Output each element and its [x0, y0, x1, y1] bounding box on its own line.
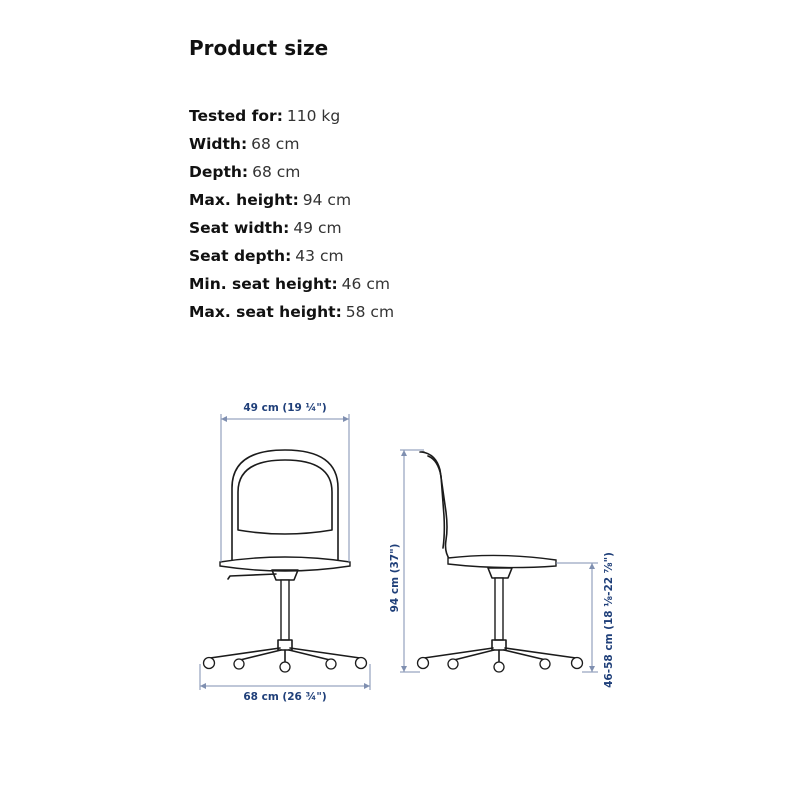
- spec-label: Seat width:: [189, 219, 290, 237]
- spec-label: Max. seat height:: [189, 303, 342, 321]
- spec-value: 110 kg: [286, 107, 341, 125]
- spec-value: 68 cm: [251, 135, 300, 153]
- spec-label: Max. height:: [189, 191, 299, 209]
- spec-value: 46 cm: [341, 275, 390, 293]
- side-view-chair: [418, 452, 583, 672]
- spec-value: 43 cm: [295, 247, 344, 265]
- max-height-dimension: [389, 450, 424, 672]
- spec-label: Seat depth:: [189, 247, 292, 265]
- spec-label: Min. seat height:: [189, 275, 338, 293]
- page-title: Product size: [189, 36, 329, 60]
- spec-label: Width:: [189, 135, 248, 153]
- spec-value: 49 cm: [293, 219, 342, 237]
- seat-height-dimension: [556, 552, 615, 688]
- front-view-chair: [204, 450, 367, 672]
- spec-value: 94 cm: [302, 191, 352, 209]
- seat-height-label: 46-58 cm (18 ⅛-22 ⅞"): [603, 552, 615, 688]
- spec-label: Tested for:: [189, 107, 283, 125]
- spec-label: Depth:: [189, 163, 249, 181]
- spec-value: 58 cm: [345, 303, 395, 321]
- width-label: 68 cm (26 ¾"): [243, 691, 327, 703]
- spec-value: 68 cm: [252, 163, 301, 181]
- seat-width-label: 49 cm (19 ¼"): [243, 402, 327, 414]
- max-height-label: 94 cm (37"): [389, 543, 401, 613]
